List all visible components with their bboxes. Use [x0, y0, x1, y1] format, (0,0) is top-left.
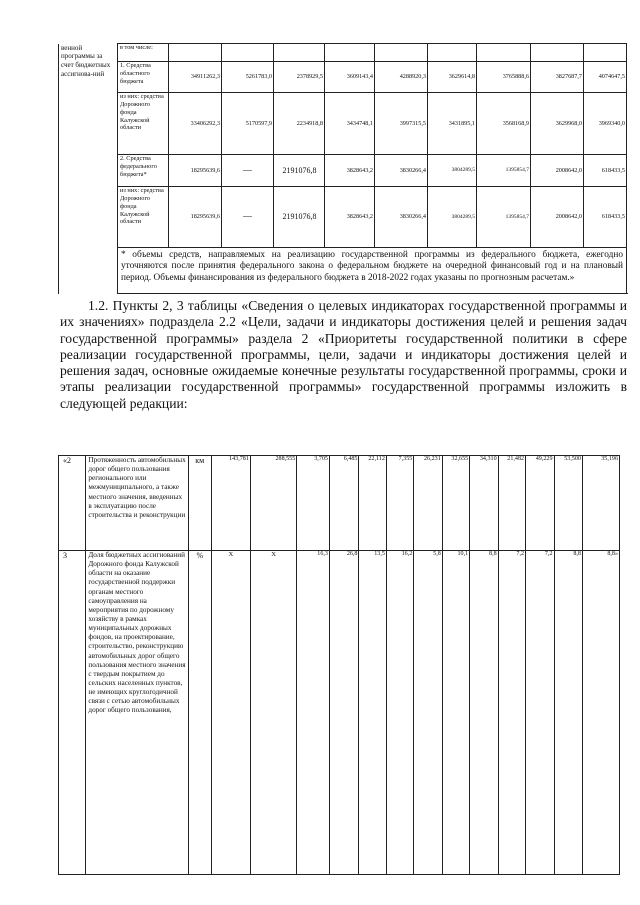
cell: 3,705 — [297, 456, 330, 551]
cell: 3830266,4 — [375, 187, 428, 248]
table-row — [59, 248, 627, 294]
cell: 5,8 — [414, 551, 442, 875]
footnote: * объемы средств, направляемых на реализацию государственной программы из федерального бюджета, ежегодно уточняются после принятия федерального закона о федеральном бюджете на очередной финансовый год и на плановый период. Объемы финансирования из федерального бюджета в 2018-2022 годах указаны по прогнозным расчетам.» — [118, 248, 627, 294]
amendment-paragraph — [60, 298, 627, 412]
cell: 3830266,4 — [375, 155, 428, 187]
cell: 18295639,6 — [169, 187, 222, 248]
table-row — [59, 456, 620, 551]
row-label: 2. Средства федерального бюджета* — [118, 155, 169, 187]
cell: 3827687,7 — [531, 62, 584, 93]
side-label: венной программы за счет бюджетных ассигнова-ний — [59, 44, 118, 294]
cell: 34,310 — [470, 456, 498, 551]
cell: 1395854,7 — [477, 155, 531, 187]
cell: 32,655 — [442, 456, 469, 551]
cell: 2191076,8 — [274, 187, 325, 248]
row-label: из них: средства Дорожного фонда Калужской области — [118, 93, 169, 155]
table-row — [59, 44, 627, 62]
cell: 16,3 — [297, 551, 330, 875]
cell: 3609143,4 — [325, 62, 375, 93]
cell: 3568168,9 — [477, 93, 531, 155]
cell — [169, 44, 222, 62]
table-row — [59, 155, 627, 187]
cell: 1395854,7 — [477, 187, 531, 248]
cell: 8,8» — [582, 551, 619, 875]
cell: 33406292,3 — [169, 93, 222, 155]
paragraph-text: 1.2. Пункты 2, 3 таблицы «Сведения о целевых индикаторах государственной программы и их значениях» подраздела 2.2 «Цели, задачи и индикаторы достижения целей и решения задач государственной программы» раздела 2 «Приоритеты государственной политики в сфере реализации государственной программы, цели, задачи и индикаторы достижения целей и решения задач, основные ожидаемые конечные результаты государственной программы, сроки и этапы реализации государственной программы» государственной программы изложить в следующей редакции: — [60, 298, 627, 411]
cell: 5261783,0 — [222, 62, 274, 93]
cell: 18295639,6 — [169, 155, 222, 187]
cell — [274, 44, 325, 62]
row-number: 3 — [59, 551, 86, 875]
cell — [531, 44, 584, 62]
cell: — — [222, 155, 274, 187]
cell: 7,2 — [526, 551, 554, 875]
cell: 49,229 — [526, 456, 554, 551]
unit: % — [188, 551, 211, 875]
indicators-table — [58, 455, 620, 875]
cell: 618433,5 — [584, 155, 627, 187]
cell: 3629968,0 — [531, 93, 584, 155]
cell: 22,112 — [359, 456, 386, 551]
cell — [428, 44, 477, 62]
cell: 3828643,2 — [325, 155, 375, 187]
table-row — [59, 551, 620, 875]
cell: Х — [211, 551, 250, 875]
cell: 35,196 — [582, 456, 619, 551]
cell: 26,8 — [329, 551, 359, 875]
cell: 2191076,8 — [274, 155, 325, 187]
financing-table — [58, 43, 627, 294]
cell: 6,485 — [329, 456, 359, 551]
cell: 3629614,8 — [428, 62, 477, 93]
cell: 3969340,0 — [584, 93, 627, 155]
table-row — [59, 93, 627, 155]
cell: — — [222, 187, 274, 248]
table-row — [59, 187, 627, 248]
cell: 10,1 — [442, 551, 469, 875]
cell: 13,5 — [359, 551, 386, 875]
cell: 3434748,1 — [325, 93, 375, 155]
cell: 16,2 — [386, 551, 413, 875]
cell: 4288920,3 — [375, 62, 428, 93]
cell: 3431895,1 — [428, 93, 477, 155]
table-row — [59, 62, 627, 93]
cell: 26,231 — [414, 456, 442, 551]
cell — [375, 44, 428, 62]
cell: 8,8 — [554, 551, 582, 875]
cell: 3997315,5 — [375, 93, 428, 155]
cell: Х — [250, 551, 296, 875]
cell: 4074647,5 — [584, 62, 627, 93]
cell: 7,2 — [498, 551, 525, 875]
row-label: из них: средства Дорожного фонда Калужской области — [118, 187, 169, 248]
cell: 8,8 — [470, 551, 498, 875]
cell: 288,555 — [250, 456, 296, 551]
cell: 3765888,6 — [477, 62, 531, 93]
cell: 2378929,5 — [274, 62, 325, 93]
cell: 5170597,9 — [222, 93, 274, 155]
cell: 3804289,5 — [428, 155, 477, 187]
cell: 2234918,8 — [274, 93, 325, 155]
cell: 21,482 — [498, 456, 525, 551]
cell: 2008642,0 — [531, 155, 584, 187]
cell: 618433,5 — [584, 187, 627, 248]
cell — [477, 44, 531, 62]
unit: км — [188, 456, 211, 551]
cell: 143,781 — [211, 456, 250, 551]
row-label: в том числе: — [118, 44, 169, 62]
cell: 2008642,0 — [531, 187, 584, 248]
cell — [584, 44, 627, 62]
cell: 3828643,2 — [325, 187, 375, 248]
row-label: 1. Средства областного бюджета — [118, 62, 169, 93]
indicator-name: Протяженность автомобильных дорог общего пользования регионального или межмуниципального, а также местного значения, введенных в эксплуатацию после строительства и реконструкции — [86, 456, 188, 551]
row-number: «2 — [59, 456, 86, 551]
cell: 34911262,3 — [169, 62, 222, 93]
cell: 53,500 — [554, 456, 582, 551]
cell — [222, 44, 274, 62]
indicator-name: Доля бюджетных ассигнований Дорожного фонда Калужской области на оказание государственной поддержки органам местного самоуправления на мероприятия по дорожному хозяйству в рамках муниципальных дорожных фондов, на проектирование, строительство, реконструкцию автомобильных дорог общего пользования местного значения с твердым покрытием до сельских населенных пунктов, не имеющих круглогодичной связи с сетью автомобильных дорог общего пользования, — [86, 551, 188, 875]
cell — [325, 44, 375, 62]
cell: 7,355 — [386, 456, 413, 551]
cell: 3804289,5 — [428, 187, 477, 248]
